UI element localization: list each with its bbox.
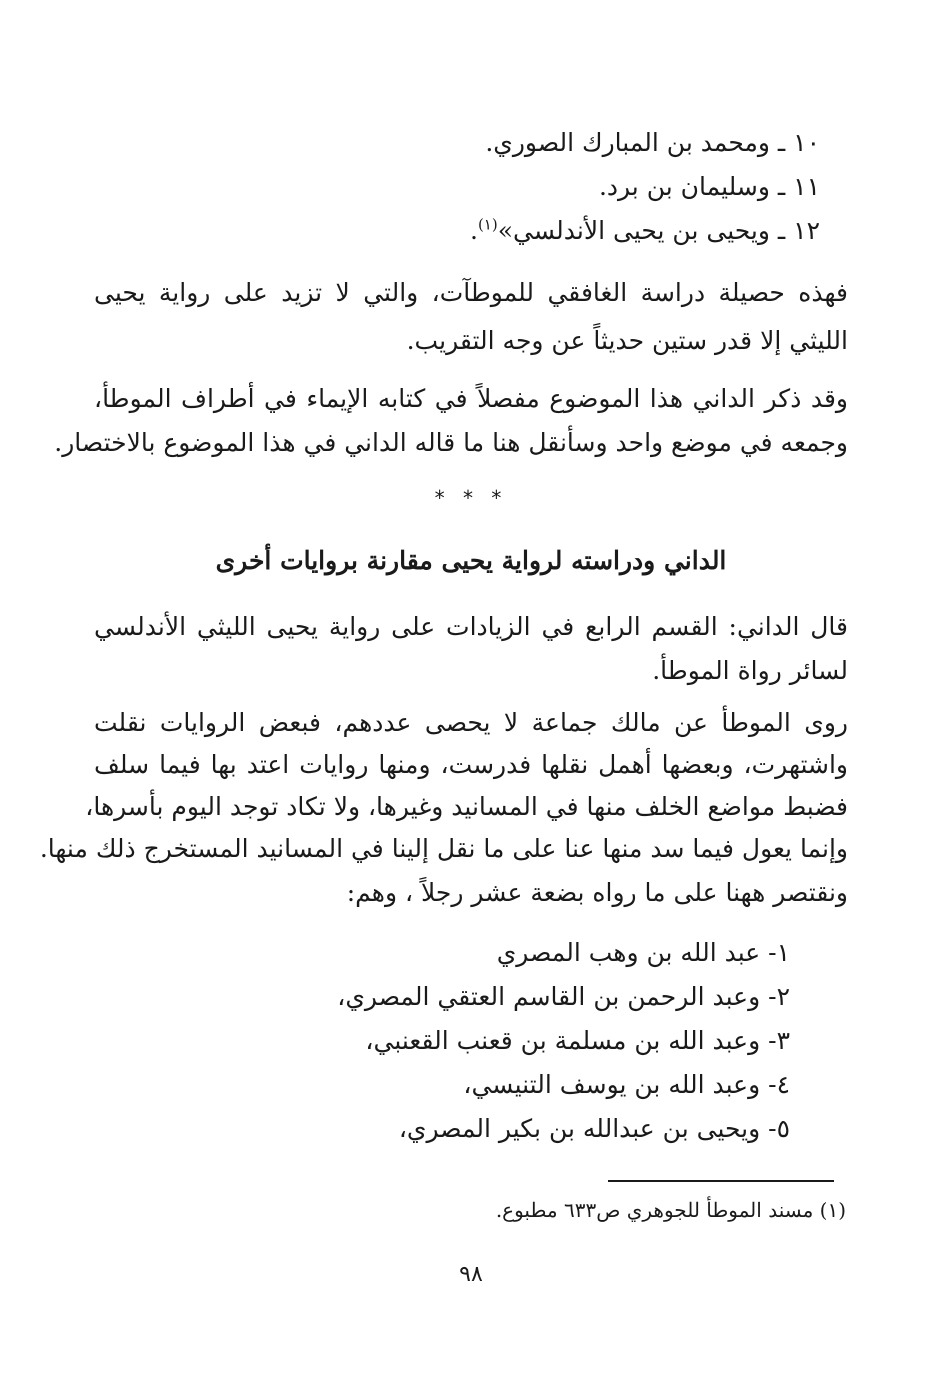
section-heading: الداني ودراسته لرواية يحيى مقارنة بروايات أخرى xyxy=(215,546,727,575)
narrator-item-3: ٣- وعبد الله بن مسلمة بن قعنب القعنبي، xyxy=(365,1026,790,1055)
paragraph-1-line-1: فهذه حصيلة دراسة الغافقي للموطآت، والتي لا تزيد على رواية يحيى xyxy=(94,278,848,307)
paragraph-2-line-1: وقد ذكر الداني هذا الموضوع مفصلاً في كتابه الإيماء في أطراف الموطأ، xyxy=(94,384,848,413)
paragraph-4-line-4: وإنما يعول فيما سد منها عنا على ما نقل إلينا في المسانيد المستخرج ذلك منها. xyxy=(39,834,848,863)
list-item-12-text: ١٢ ـ ويحيى بن يحيى الأندلسي» xyxy=(497,216,820,245)
page-number: ٩٨ xyxy=(459,1262,483,1287)
narrator-item-1: ١- عبد الله بن وهب المصري xyxy=(496,938,790,967)
paragraph-1-line-2: الليثي إلا قدر ستين حديثاً عن وجه التقريب. xyxy=(406,326,848,355)
footnote: (١) مسند الموطأ للجوهري ص٦٣٣ مطبوع. xyxy=(495,1198,846,1222)
paragraph-4-line-5: ونقتصر ههنا على ما رواه بضعة عشر رجلاً ، وهم: xyxy=(346,878,848,907)
paragraph-4-line-3: فضبط مواضع الخلف منها في المسانيد وغيرها، ولا تكاد توجد اليوم بأسرها، xyxy=(85,792,848,821)
footnote-marker[interactable]: (١) xyxy=(477,215,498,234)
paragraph-4-line-1: روى الموطأ عن مالك جماعة لا يحصى عددهم، فبعض الروايات نقلت xyxy=(94,708,848,737)
paragraph-3-line-1: قال الداني: القسم الرابع في الزيادات على رواية يحيى الليثي الأندلسي xyxy=(94,612,848,641)
paragraph-4-line-2: واشتهرت، وبعضها أهمل نقلها فدرست، ومنها روايات اعتد بها فيما سلف xyxy=(94,750,848,779)
list-item-12 xyxy=(470,214,820,248)
paragraph-2-line-2: وجمعه في موضع واحد وسأنقل هنا ما قاله الداني في هذا الموضوع بالاختصار. xyxy=(54,428,848,457)
narrator-item-2: ٢- وعبد الرحمن بن القاسم العتقي المصري، xyxy=(337,982,790,1011)
section-separator: * * * xyxy=(434,486,508,510)
narrator-item-5: ٥- ويحيى بن عبدالله بن بكير المصري، xyxy=(398,1114,790,1143)
paragraph-3-line-2: لسائر رواة الموطأ. xyxy=(652,656,848,685)
narrator-item-4: ٤- وعبد الله بن يوسف التنيسي، xyxy=(463,1070,790,1099)
list-item-12-end: . xyxy=(469,216,478,245)
list-item-10: ١٠ ـ ومحمد بن المبارك الصوري. xyxy=(485,128,820,157)
footnote-rule xyxy=(608,1180,834,1182)
list-item-11: ١١ ـ وسليمان بن برد. xyxy=(598,172,820,201)
